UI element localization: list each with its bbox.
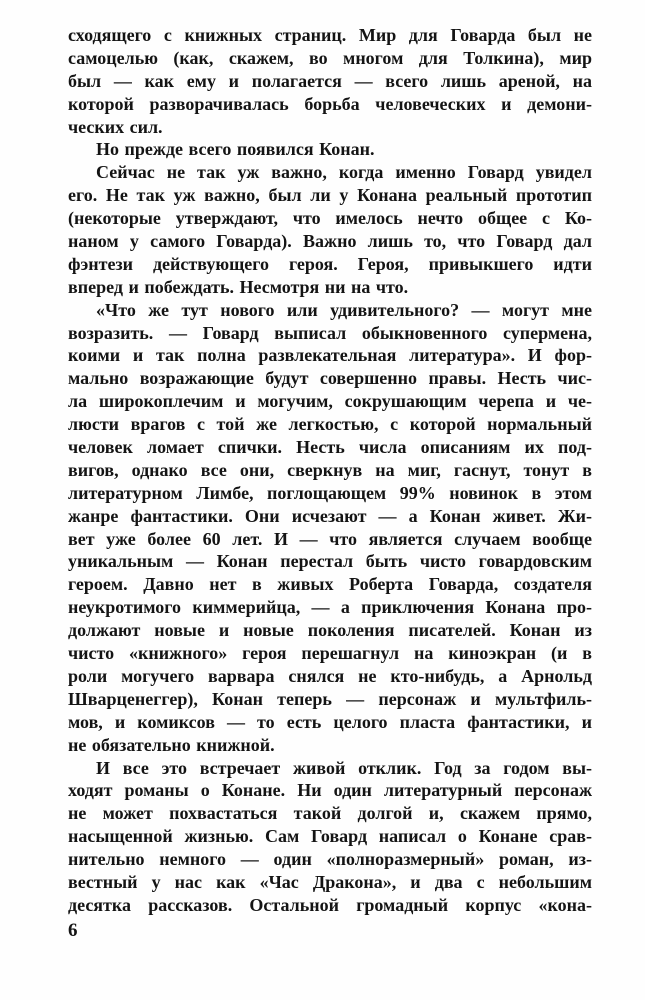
- text-line: ходят романы о Конане. Ни один литературный персонаж: [68, 780, 592, 801]
- text-line: не обязательно книжной.: [68, 734, 275, 755]
- text-line: вперед и побеждать. Несмотря ни на что.: [68, 276, 409, 297]
- text-line: вет уже более 60 лет. И — что является случаем вообще: [68, 528, 592, 549]
- text-line: десятка рассказов. Остальной громадный корпус «кона-: [68, 894, 592, 915]
- page-number: 6: [68, 920, 78, 941]
- page-text: [68, 24, 592, 917]
- text-line: мально возражающие будут совершенно правы. Несть чис-: [68, 368, 592, 389]
- text-line: «Что же тут нового или удивительного? — могут мне: [96, 299, 592, 320]
- text-line: его. Не так уж важно, был ли у Конана реальный прототип: [68, 185, 592, 206]
- text-line: И все это встречает живой отклик. Год за годом вы-: [96, 757, 592, 778]
- text-line: ла широкоплечим и могучим, сокрушающим черепа и че-: [68, 391, 592, 412]
- text-line: (некоторые утверждают, что имелось нечто общее с Ко-: [68, 208, 592, 229]
- text-line: сходящего с книжных страниц. Мир для Говарда был не: [68, 25, 592, 45]
- text-line: был — как ему и полагается — всего лишь ареной, на: [68, 70, 592, 91]
- text-line: мов, и комиксов — то есть целого пласта фантастики, и: [68, 711, 592, 732]
- text-line: неукротимого киммерийца, — а приключения Конана про-: [68, 597, 592, 618]
- text-line: роли могучего варвара снялся не кто-нибудь, а Арнольд: [68, 665, 592, 686]
- text-line: возразить. — Говард выписал обыкновенного супермена,: [68, 322, 592, 343]
- text-line: не может похвастаться такой долгой и, скажем прямо,: [68, 803, 592, 824]
- text-line: самоцелью (как, скажем, во многом для Толкина), мир: [68, 47, 592, 68]
- text-line: вигов, однако все они, сверкнув на миг, гаснут, тонут в: [68, 459, 592, 480]
- text-line: фэнтези действующего героя. Героя, привыкшего идти: [68, 253, 592, 274]
- text-line: должают новые и новые поколения писателей. Конан из: [68, 620, 592, 641]
- text-line: люсти врагов с той же легкостью, с которой нормальный: [68, 414, 592, 435]
- text-line: которой разворачивалась борьба человеческих и демони-: [68, 93, 592, 114]
- text-line: Шварценеггер), Конан теперь — персонаж и мультфиль-: [68, 688, 592, 709]
- text-line: вестный у нас как «Час Дракона», и два с небольшим: [68, 871, 592, 892]
- text-line: чисто «книжного» героя перешагнул на киноэкран (и в: [68, 643, 592, 664]
- text-line: Но прежде всего появился Конан.: [96, 139, 375, 160]
- text-line: нительно немного — один «полноразмерный» роман, из-: [68, 849, 592, 870]
- text-line: коими и так полна развлекательная литература». И фор-: [68, 345, 592, 366]
- text-line: ческих сил.: [68, 116, 163, 137]
- text-line: наном у самого Говарда). Важно лишь то, что Говард дал: [68, 231, 592, 252]
- text-line: литературном Лимбе, поглощающем 99% новинок в этом: [68, 482, 592, 503]
- text-line: насыщенной жизнью. Сам Говард написал о Конане срав-: [68, 826, 592, 847]
- text-line: Сейчас не так уж важно, когда именно Говард увидел: [96, 162, 592, 183]
- text-line: героем. Давно нет в живых Роберта Говарда, создателя: [68, 574, 592, 595]
- text-line: жанре фантастики. Они исчезают — а Конан живет. Жи-: [68, 505, 592, 526]
- text-line: человек ломает спички. Несть числа описаниям их под-: [68, 437, 592, 458]
- text-line: уникальным — Конан перестал быть чисто говардовским: [68, 551, 592, 572]
